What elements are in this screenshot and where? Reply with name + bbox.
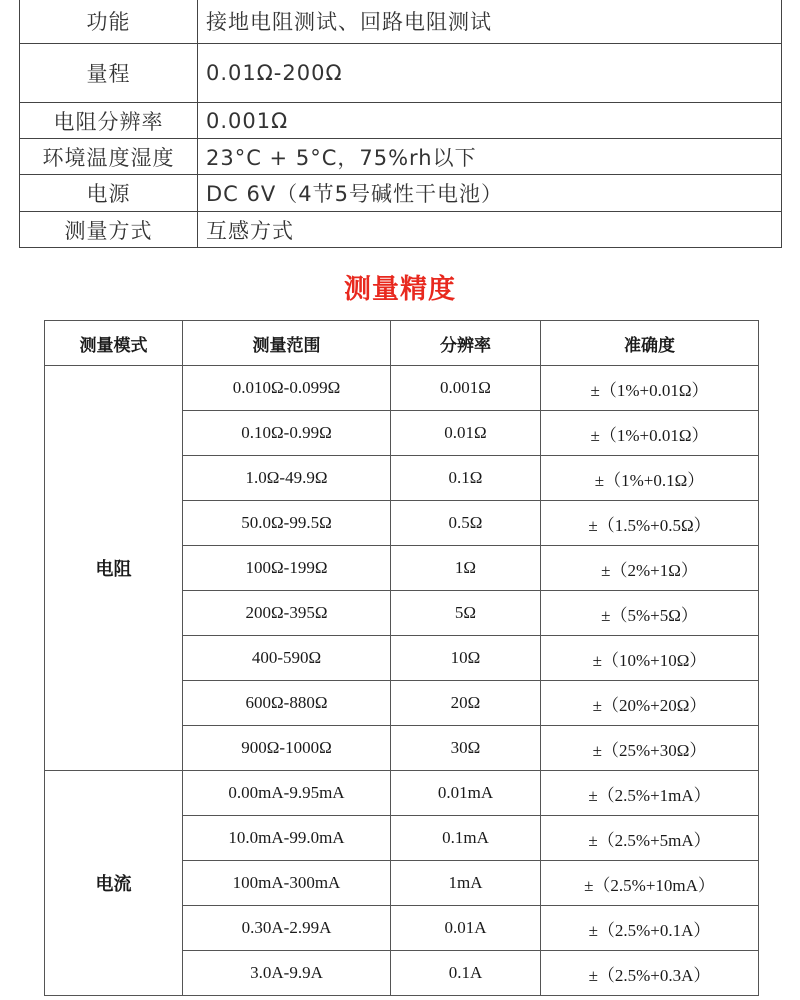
cell-resolution: 20Ω [391,681,541,726]
spec-label: 功能 [20,0,198,44]
cell-accuracy: ±（1%+0.1Ω） [541,456,759,501]
accuracy-table [44,320,759,996]
spec-value: 互感方式 [198,212,782,248]
cell-range: 3.0A-9.9A [183,951,391,996]
header-resolution: 分辨率 [391,321,541,366]
cell-resolution: 0.1mA [391,816,541,861]
cell-accuracy: ±（20%+20Ω） [541,681,759,726]
cell-accuracy: ±（5%+5Ω） [541,591,759,636]
cell-resolution: 0.1A [391,951,541,996]
cell-accuracy: ±（25%+30Ω） [541,726,759,771]
spec-row-method [20,212,782,248]
cell-accuracy: ±（2.5%+0.3A） [541,951,759,996]
spec-label: 电阻分辨率 [20,103,198,139]
cell-resolution: 5Ω [391,591,541,636]
cell-range: 0.010Ω-0.099Ω [183,366,391,411]
spec-row-power [20,175,782,212]
header-range: 测量范围 [183,321,391,366]
cell-resolution: 30Ω [391,726,541,771]
cell-accuracy: ±（2.5%+10mA） [541,861,759,906]
cell-resolution: 0.001Ω [391,366,541,411]
cell-accuracy: ±（1%+0.01Ω） [541,411,759,456]
header-mode: 测量模式 [45,321,183,366]
spec-row-range [20,44,782,103]
cell-resolution: 0.01Ω [391,411,541,456]
table-row [45,771,759,816]
cell-accuracy: ±（10%+10Ω） [541,636,759,681]
cell-accuracy: ±（1.5%+0.5Ω） [541,501,759,546]
spec-value: 23°C + 5°C，75%rh以下 [198,139,782,175]
spec-label: 量程 [20,44,198,103]
cell-range: 0.30A-2.99A [183,906,391,951]
cell-range: 0.00mA-9.95mA [183,771,391,816]
cell-range: 900Ω-1000Ω [183,726,391,771]
cell-resolution: 1mA [391,861,541,906]
spec-value: 0.001Ω [198,103,782,139]
spec-value: DC 6V（4节5号碱性干电池） [198,175,782,212]
spec-row-environment [20,139,782,175]
cell-range: 600Ω-880Ω [183,681,391,726]
cell-resolution: 0.01mA [391,771,541,816]
cell-accuracy: ±（2.5%+0.1A） [541,906,759,951]
cell-resolution: 10Ω [391,636,541,681]
cell-range: 10.0mA-99.0mA [183,816,391,861]
header-accuracy: 准确度 [541,321,759,366]
cell-range: 0.10Ω-0.99Ω [183,411,391,456]
spec-label: 测量方式 [20,212,198,248]
cell-resolution: 0.5Ω [391,501,541,546]
cell-range: 100Ω-199Ω [183,546,391,591]
spec-row-function [20,0,782,44]
cell-resolution: 0.01A [391,906,541,951]
cell-accuracy: ±（2%+1Ω） [541,546,759,591]
cell-resolution: 0.1Ω [391,456,541,501]
cell-accuracy: ±（1%+0.01Ω） [541,366,759,411]
mode-current: 电流 [45,771,183,996]
spec-table [19,0,782,248]
spec-value: 0.01Ω-200Ω [198,44,782,103]
cell-resolution: 1Ω [391,546,541,591]
cell-accuracy: ±（2.5%+1mA） [541,771,759,816]
accuracy-header-row [45,321,759,366]
section-title: 测量精度 [344,274,456,305]
spec-label: 环境温度湿度 [20,139,198,175]
spec-value: 接地电阻测试、回路电阻测试 [198,0,782,44]
cell-range: 200Ω-395Ω [183,591,391,636]
cell-range: 50.0Ω-99.5Ω [183,501,391,546]
cell-accuracy: ±（2.5%+5mA） [541,816,759,861]
spec-row-resolution [20,103,782,139]
mode-resistance: 电阻 [45,366,183,771]
table-row [45,366,759,411]
cell-range: 1.0Ω-49.9Ω [183,456,391,501]
cell-range: 100mA-300mA [183,861,391,906]
spec-label: 电源 [20,175,198,212]
cell-range: 400-590Ω [183,636,391,681]
